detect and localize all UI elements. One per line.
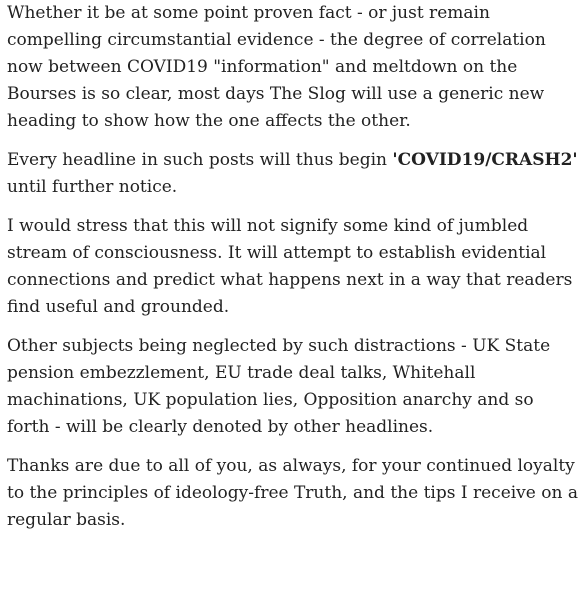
paragraph-other-subjects: Other subjects being neglected by such distractions - UK State pension embezzlement, EU trade deal talks, Whitehall machinations, UK population lies, Opposition anarchy and so forth - will be clearly denoted by other headlines. [7,336,551,437]
paragraph-correlation: Whether it be at some point proven fact - or just remain compelling circumstantial evidence - the degree of correlation now between COVID19 "information" and meltdown on the Bourses is so clear, most days The Slog will use a generic new heading to show how the one affects the other. [7,3,546,131]
paragraph-stream-of-consciousness: I would stress that this will not signify some kind of jumbled stream of consciousness. It will attempt to establish evidential connections and predict what happens next in a way that readers find useful and grounded. [7,216,573,317]
paragraph-headline-prefix [7,147,581,201]
paragraph-thanks: Thanks are due to all of you, as always, for your continued loyalty to the principles of ideology-free Truth, and the tips I receive on a regular basis. [7,456,578,530]
paragraph-text-after: until further notice. [7,177,178,197]
headline-prefix-highlight: 'COVID19/CRASH2' [392,150,578,170]
article-body [7,0,581,546]
paragraph-text-before: Every headline in such posts will thus begin [7,150,393,170]
